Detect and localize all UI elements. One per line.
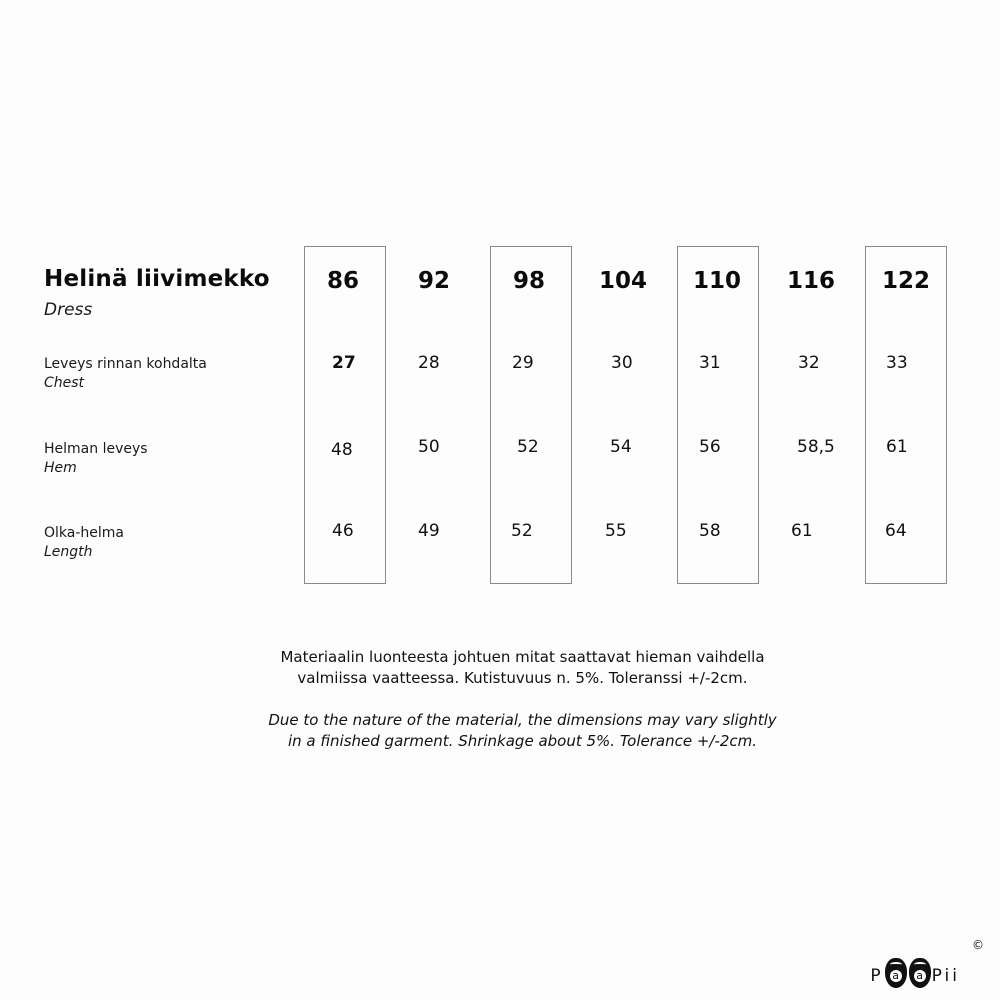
brand-logo <box>870 946 960 986</box>
table-cell: 61 <box>886 437 908 457</box>
note-en-line: Due to the nature of the material, the dimensions may vary slightly <box>268 711 777 729</box>
table-cell: 61 <box>791 521 813 541</box>
logo-letter: P <box>870 966 884 986</box>
logo-letter: Pii <box>931 966 960 986</box>
logo-letter: a <box>890 970 902 982</box>
table-cell: 49 <box>418 521 440 541</box>
product-subtitle: Dress <box>44 300 93 320</box>
size-header: 98 <box>512 268 545 294</box>
table-cell: 64 <box>885 521 907 541</box>
note-fi-line: Materiaalin luonteesta johtuen mitat saattavat hieman vaihdella <box>280 648 765 666</box>
size-header: 86 <box>326 268 359 294</box>
table-cell: 30 <box>611 353 633 373</box>
table-cell: 48 <box>331 440 353 460</box>
table-cell: 58 <box>699 521 721 541</box>
table-cell: 52 <box>511 521 533 541</box>
size-header: 116 <box>786 268 835 294</box>
table-cell: 58,5 <box>797 437 835 457</box>
size-header: 110 <box>692 268 741 294</box>
note-en-line: in a finished garment. Shrinkage about 5%. Tolerance +/-2cm. <box>287 732 758 750</box>
row-label-en: Chest <box>44 375 85 391</box>
row-label-en: Length <box>44 544 93 560</box>
table-cell: 32 <box>798 353 820 373</box>
row-label-en: Hem <box>44 460 77 476</box>
table-cell: 55 <box>605 521 627 541</box>
table-cell: 52 <box>517 437 539 457</box>
logo-letter: a <box>914 970 926 982</box>
note-english <box>200 710 845 752</box>
size-header: 92 <box>417 268 450 294</box>
row-label-fi: Olka-helma <box>44 525 124 541</box>
table-cell: 28 <box>418 353 440 373</box>
row-label-hem <box>44 440 148 478</box>
table-cell: 46 <box>332 521 354 541</box>
note-finnish <box>200 647 845 689</box>
row-label-fi: Leveys rinnan kohdalta <box>44 356 207 372</box>
size-header: 104 <box>598 268 647 294</box>
table-cell: 29 <box>512 353 534 373</box>
table-cell: 27 <box>332 353 356 373</box>
product-title: Helinä liivimekko <box>44 266 270 292</box>
size-header: 122 <box>881 268 930 294</box>
table-cell: 54 <box>610 437 632 457</box>
table-cell: 33 <box>886 353 908 373</box>
row-label-fi: Helman leveys <box>44 441 148 457</box>
owl-icon <box>909 958 931 988</box>
table-cell: 31 <box>699 353 721 373</box>
owl-icon <box>885 958 907 988</box>
note-fi-line: valmiissa vaatteessa. Kutistuvuus n. 5%. Toleranssi +/-2cm. <box>297 669 748 687</box>
row-label-chest <box>44 355 207 393</box>
table-cell: 56 <box>699 437 721 457</box>
table-cell: 50 <box>418 437 440 457</box>
row-label-length <box>44 524 124 562</box>
copyright-icon: © <box>972 938 984 952</box>
